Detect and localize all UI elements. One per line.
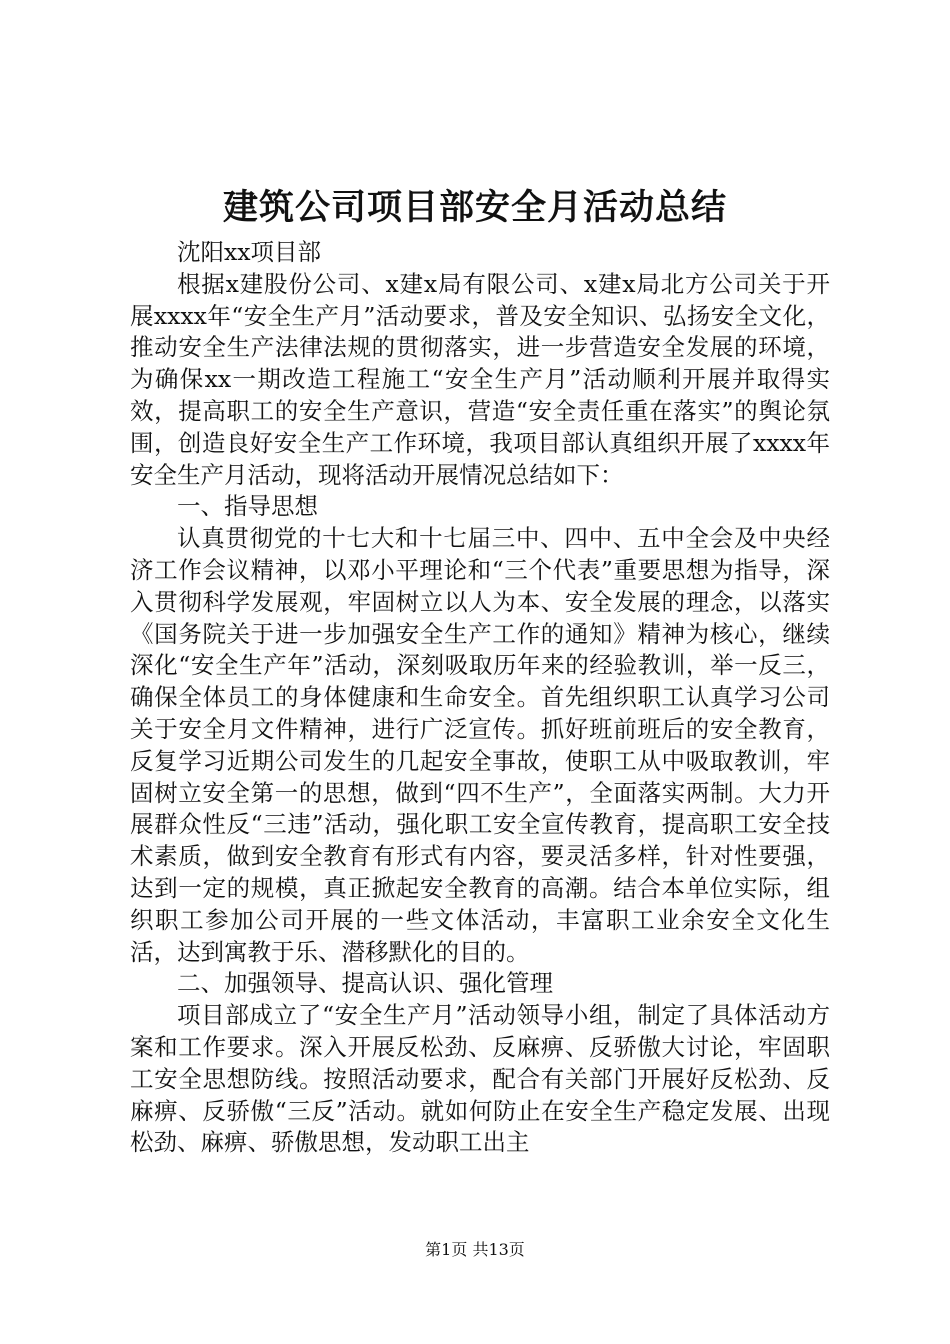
leadership-paragraph: 项目部成立了“安全生产月”活动领导小组，制定了具体活动方案和工作要求。深入开展反松劲、反麻痹、反骄傲大讨论，牢固职工安全思想防线。按照活动要求，配合有关部门开展好反松劲、反麻痹、反骄傲“三反”活动。就如何防止在安全生产稳定发展、出现松劲、麻痹、骄傲思想，发动职工出主 xyxy=(130,1001,830,1157)
section-heading-leadership: 二、加强领导、提高认识、强化管理 xyxy=(177,969,553,998)
document-title: 建筑公司项目部安全月活动总结 xyxy=(222,187,727,228)
project-department-line: 沈阳xx项目部 xyxy=(177,238,322,266)
guiding-thought-paragraph: 认真贯彻党的十七大和十七届三中、四中、五中全会及中央经济工作会议精神，以邓小平理论和“三个代表”重要思想为指导，深入贯彻科学发展观，牢固树立以人为本、安全发展的理念，以落实《国务院关于进一步加强安全生产工作的通知》精神为核心，继续深化“安全生产年”活动，深刻吸取历年来的经验教训，举一反三，确保全体员工的身体健康和生命安全。首先组织职工认真学习公司关于安全月文件精神，进行广泛宣传。抓好班前班后的安全教育，反复学习近期公司发生的几起安全事故，使职工从中吸取教训，牢固树立安全第一的思想，做到“四不生产”，全面落实两制。大力开展群众性反“三违”活动，强化职工安全宣传教育，提高职工安全技术素质，做到安全教育有形式有内容，要灵活多样，针对性要强，达到一定的规模，真正掀起安全教育的高潮。结合本单位实际，组织职工参加公司开展的一些文体活动，丰富职工业余安全文化生活，达到寓教于乐、潜移默化的目的。 xyxy=(130,524,830,966)
page-number-footer: 第1页 共13页 xyxy=(425,1240,525,1259)
document-body xyxy=(130,237,830,1159)
intro-paragraph: 根据x建股份公司、x建x局有限公司、x建x局北方公司关于开展xxxx年“安全生产月”活动要求，普及安全知识、弘扬安全文化，推动安全生产法律法规的贯彻落实，进一步营造安全发展的环境，为确保xx一期改造工程施工“安全生产月”活动顺利开展并取得实效，提高职工的安全生产意识，营造“安全责任重在落实”的舆论氛围，创造良好安全生产工作环境，我项目部认真组织开展了xxxx年安全生产月活动，现将活动开展情况总结如下： xyxy=(130,269,830,489)
section-heading-guiding-thought: 一、指导思想 xyxy=(177,492,318,521)
